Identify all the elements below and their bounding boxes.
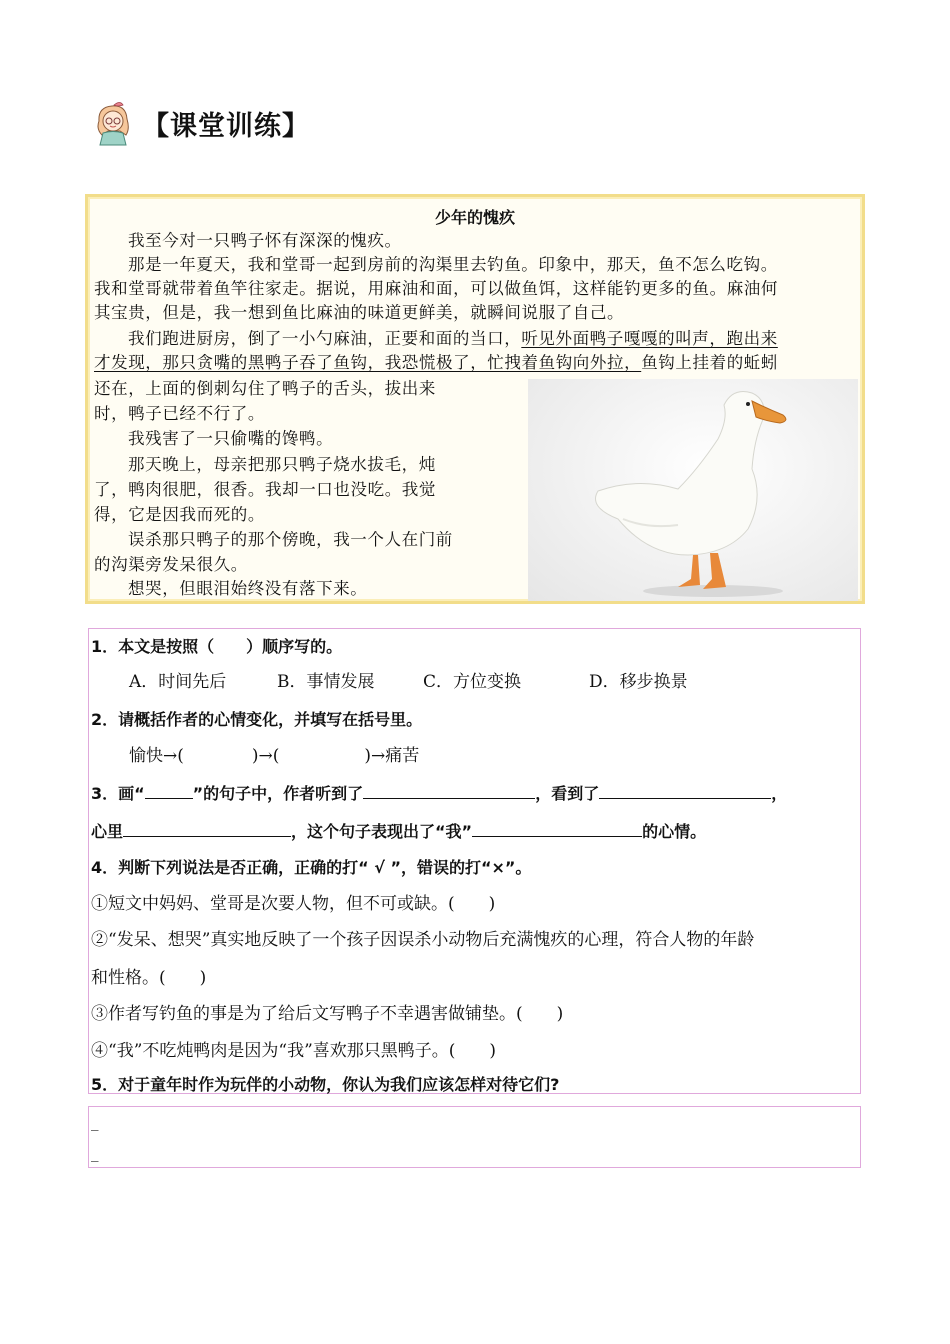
q4-statement-3[interactable]: ③作者写钓鱼的事是为了给后文写鸭子不幸遇害做铺垫。( ): [91, 1004, 564, 1024]
story-line: 我残害了一只偷嘴的馋鸭。: [128, 429, 334, 448]
q1-option-d[interactable]: D．移步换景: [589, 672, 688, 692]
section-header: [90, 98, 310, 148]
q1-option-b[interactable]: B．事情发展: [277, 672, 375, 692]
section-title: 【课堂训练】: [142, 110, 310, 142]
story-line: 我们跑进厨房，倒了一小勺麻油，正要和面的当口，听见外面鸭子嘎嘎的叫声，跑出来: [128, 329, 778, 348]
underlined-sentence: 听见外面鸭子嘎嘎的叫声，跑出来: [521, 329, 778, 348]
q4-statement-4[interactable]: ④“我”不吃炖鸭肉是因为“我”喜欢那只黑鸭子。( ): [91, 1041, 497, 1061]
story-line: 我至今对一只鸭子怀有深深的愧疚。: [128, 231, 402, 250]
answer-line-1[interactable]: _: [91, 1113, 99, 1131]
duck-photo: [528, 379, 858, 601]
question-3-line-1: 3．画“ ”的句子中，作者听到了 ，看到了 ，: [91, 784, 788, 803]
question-4: 4．判断下列说法是否正确，正确的打“ √ ”，错误的打“×”。: [91, 858, 532, 877]
story-line: 得，它是因我而死的。: [94, 505, 265, 524]
story-line: 时，鸭子已经不行了。: [94, 404, 265, 423]
q4-statement-1[interactable]: ①短文中妈妈、堂哥是次要人物，但不可或缺。( ): [91, 894, 496, 914]
q2-mood-chain[interactable]: 愉快→( )→( )→痛苦: [129, 746, 420, 766]
story-line: 那天晚上，母亲把那只鸭子烧水拔毛，炖: [128, 455, 436, 474]
underlined-sentence: 才发现，那只贪嘴的黑鸭子吞了鱼钩，我恐慌极了，忙拽着鱼钩向外拉，: [94, 353, 642, 372]
story-line: 了，鸭肉很肥，很香。我却一口也没吃。我觉: [94, 480, 436, 499]
story-title: 少年的愧疚: [434, 208, 515, 227]
question-5: 5．对于童年时作为玩伴的小动物，你认为我们应该怎样对待它们?: [91, 1075, 560, 1094]
answer-line-2[interactable]: _: [91, 1144, 99, 1162]
question-3-line-2: 心里 ，这个句子表现出了“我” 的心情。: [91, 822, 707, 841]
story-line: 还在，上面的倒刺勾住了鸭子的舌头，拔出来: [94, 379, 436, 398]
story-line: 的沟渠旁发呆很久。: [94, 555, 248, 574]
q4-statement-2[interactable]: ②“发呆、想哭”真实地反映了一个孩子因误杀小动物后充满愧疚的心理，符合人物的年龄: [91, 930, 755, 950]
teacher-avatar-icon: [90, 99, 138, 147]
story-line: 我和堂哥就带着鱼竿往家走。据说，用麻油和面，可以做鱼饵，这样能钓更多的鱼。麻油何: [94, 279, 778, 298]
saw-blank[interactable]: [599, 784, 771, 799]
story-panel: [85, 194, 865, 604]
story-line: 误杀那只鸭子的那个傍晚，我一个人在门前: [128, 530, 453, 549]
q1-option-a[interactable]: A．时间先后: [129, 672, 227, 692]
story-line: 才发现，那只贪嘴的黑鸭子吞了鱼钩，我恐慌极了，忙拽着鱼钩向外拉，鱼钩上挂着的蚯蚓: [94, 353, 779, 372]
story-line: 其宝贵，但是，我一想到鱼比麻油的味道更鲜美，就瞬间说服了自己。: [94, 303, 625, 322]
thought-blank[interactable]: [123, 822, 291, 837]
mood-blank[interactable]: [472, 822, 642, 837]
underline-sample-blank: [145, 784, 193, 799]
answer-box-bottom[interactable]: [88, 1144, 861, 1168]
heard-blank[interactable]: [363, 784, 535, 799]
question-1: 1．本文是按照（ ）顺序写的。: [91, 637, 343, 656]
questions-panel: [88, 628, 861, 1094]
q4-statement-2-cont[interactable]: 和性格。( ): [91, 968, 207, 988]
question-2: 2．请概括作者的心情变化，并填写在括号里。: [91, 710, 423, 729]
story-line: 想哭，但眼泪始终没有落下来。: [128, 579, 368, 598]
story-line: 那是一年夏天，我和堂哥一起到房前的沟渠里去钓鱼。印象中，那天，鱼不怎么吃钩。: [128, 255, 778, 274]
q1-option-c[interactable]: C．方位变换: [423, 672, 522, 692]
